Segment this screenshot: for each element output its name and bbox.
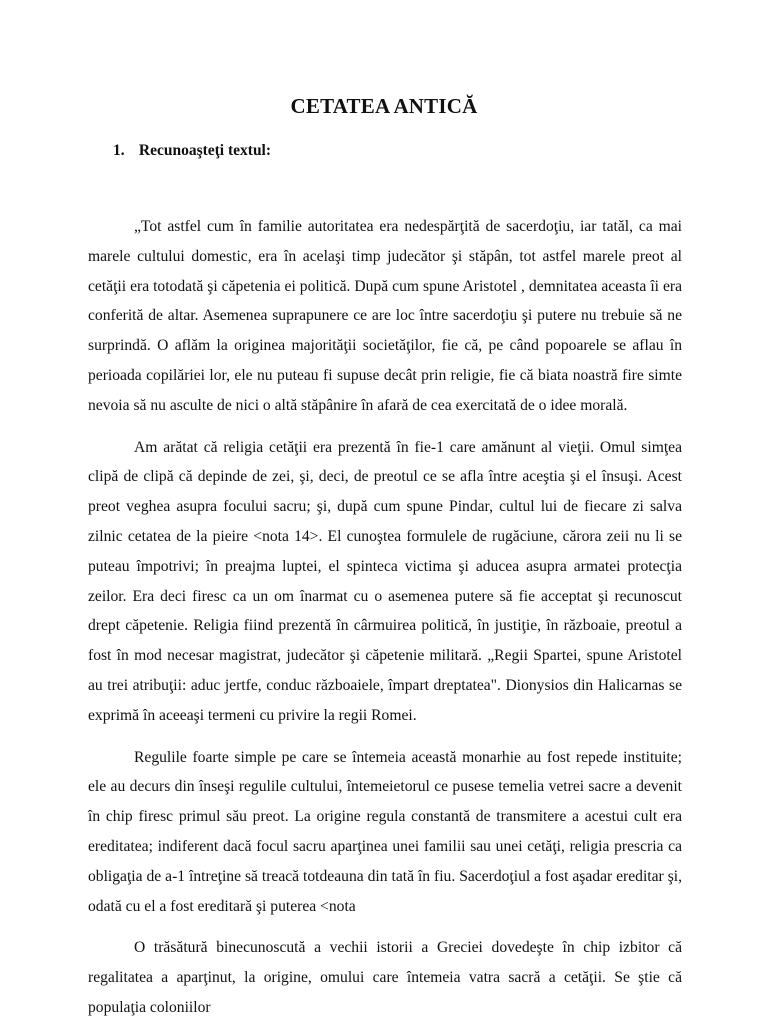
- paragraph: Am arătat că religia cetăţii era prezentă în fie-1 care amănunt al vieţii. Omul simţea clipă de clipă că depinde de zei, şi, deci, de preotul ce se afla între aceştia şi el însuşi. Acest preot veghea asupra focului sacru; şi, după cum spune Pindar, cultul lui de fiecare zi salva zilnic cetatea de la pieire <nota 14>. El cunoştea formulele de rugăciune, cărora zeii nu li se puteau împotrivi; în preajma luptei, el spinteca victima şi aducea asupra armatei protecţia zeilor. Era deci firesc ca un om înarmat cu o asemenea putere să fie acceptat şi recunoscut drept căpetenie. Religia fiind prezentă în cârmuirea politică, în justiţie, în războaie, preotul a fost în mod necesar magistrat, judecător şi căpetenie militară. „Regii Spartei, spune Aristotel au trei atribuţii: aduc jertfe, conduc războaiele, împart dreptatea". Dionysios din Halicarnas se exprimă în aceeaşi termeni cu privire la regii Romei.: [88, 438, 682, 724]
- paragraph: „Tot astfel cum în familie autoritatea era nedespărţită de sacerdoţiu, iar tatăl, ca mai marele cultului domestic, era în acelaşi timp judecător şi stăpân, tot astfel marele preot al cetăţii era totodată şi căpetenia ei politică. După cum spune Aristotel , demnitatea aceasta îi era conferită de altar. Asemenea suprapunere ce are loc între sacerdoţiu şi putere nu trebuie să ne surprindă. O aflăm la originea majorităţii societăţilor, fie că, pe când popoarele se aflau în perioada copilăriei lor, ele nu puteau fi supuse decât prin religie, fie că biata noastră fire simte nevoia să nu asculte de nici o altă stăpânire în afară de cea exercitată de o idee morală.: [88, 218, 682, 414]
- document-title: CETATEA ANTICĂ: [290, 94, 478, 118]
- document-body: [88, 212, 682, 1035]
- paragraph: Regulile foarte simple pe care se întemeia această monarhie au fost repede instituite; ele au decurs din înseşi regulile cultului, întemeietorul ce pusese temelia vetrei sacre a devenit în chip firesc primul său preot. La origine regula constantă de transmitere a acestui cult era ereditatea; indiferent dacă focul sacru aparţinea unei familii sau unei cetăţi, religia prescria ca obligaţia de a-1 întreţine să treacă totdeauna din tată în fiu. Sacerdoţiul a fost aşadar ereditar şi, odată cu el a fost ereditară şi puterea <nota: [88, 748, 682, 915]
- section-heading-text: Recunoaşteţi textul:: [138, 142, 272, 159]
- section-number: 1.: [113, 142, 125, 159]
- section-heading: [113, 142, 271, 160]
- paragraph: O trăsătură binecunoscută a vechii istorii a Greciei dovedeşte în chip izbitor că regalitatea a aparţinut, la origine, omului care întemeia vatra sacră a cetăţii. Se ştie că populaţia coloniilor: [88, 939, 682, 1016]
